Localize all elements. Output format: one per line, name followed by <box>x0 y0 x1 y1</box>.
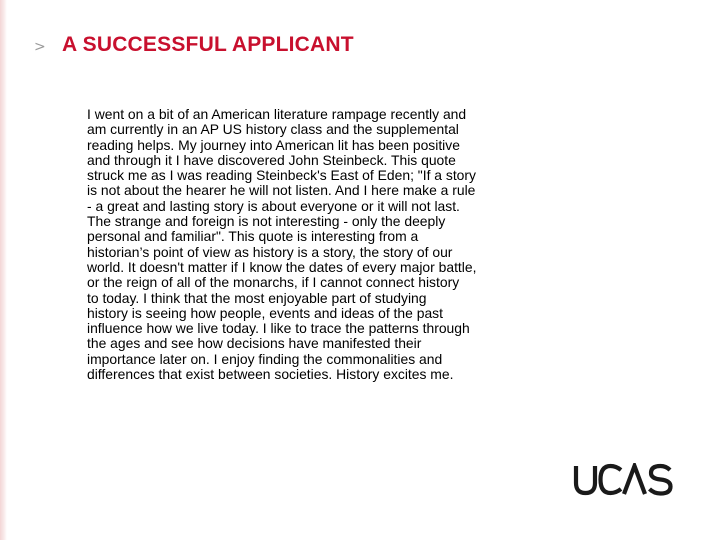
chevron-right-icon: > <box>34 39 46 55</box>
applicant-statement: I went on a bit of an American literature rampage recently and am currently in an AP US history class and the supplemental reading helps. My journey into American lit has been positive and through it I have discovered John Steinbeck. This quote struck me as I was reading Steinbeck's East of Eden; "If a story is not about the hearer he will not listen. And I here make a rule - a great and lasting story is about everyone or it will not last. The strange and foreign is not interesting - only the deeply personal and familiar". This quote is interesting from a historian’s point of view as history is a story, the story of our world. It doesn't matter if I know the dates of every major battle, or the reign of all of the monarchs, if I cannot connect history to today. I think that the most enjoyable part of studying history is seeing how people, events and ideas of the past influence how we live today. I like to trace the patterns through the ages and see how decisions have manifested their importance later on. I enjoy finding the commonalities and differences that exist between societies. History excites me. <box>87 106 477 383</box>
ucas-logo <box>572 463 676 497</box>
title-row <box>34 33 354 57</box>
left-accent-bar <box>0 0 7 540</box>
slide-title: A SUCCESSFUL APPLICANT <box>62 33 354 56</box>
